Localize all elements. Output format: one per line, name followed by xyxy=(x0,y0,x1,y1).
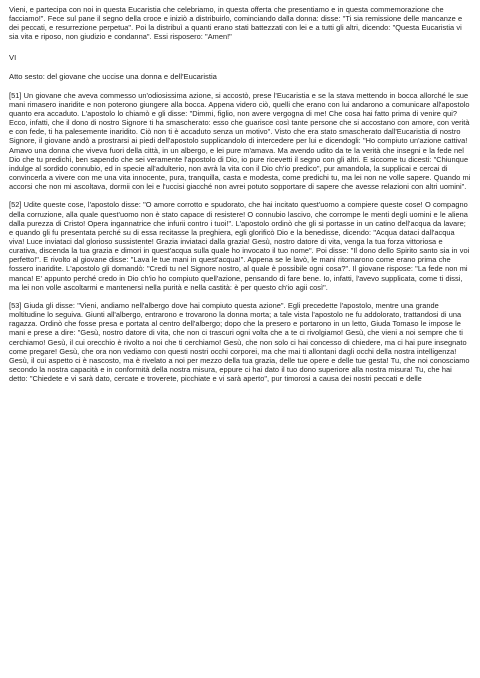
spacer xyxy=(9,42,472,53)
act-title: Atto sesto: del giovane che uccise una donna e dell'Eucaristia xyxy=(9,71,217,81)
act-number: VI xyxy=(9,52,17,62)
intro-paragraph: Vieni, e partecipa con noi in questa Eucaristia che celebriamo, in questa offerta che presentiamo e in questa commemorazione che facciamo!". Fece sul pane il segno della croce e iniziò a distribuirlo, cominciando dalla donna: disse: "Ti sia remissione delle mancanze e dei peccati, e resurrezione perpetua". Poi la distribuì a quanti erano stati battezzati con lei e a tutti gli altri, dicendo: "Questa Eucaristia vi sia vita e riposo, non giudizio e condanna". Essi risposero: "Amen!" xyxy=(9,5,463,42)
spacer xyxy=(9,63,472,72)
spacer xyxy=(9,292,472,301)
section-53-paragraph: [53] Giuda gli disse: "Vieni, andiamo nell'albergo dove hai compiuto questa azione". Egli precedette l'apostolo, mentre una grande moltitudine lo seguiva. Giunti all'albergo, entrarono e trovarono la donna morta; a tale vista l'apostolo ne fu addolorato, trattandosi di una ragazza. Ordinò che fosse presa e portata al centro dell'albergo; dopo che la presero e portarono in un letto, Giuda Tomaso le impose le mani e prese a dire: "Gesù, nostro datore di vita, che non ci trascuri ogni volta che a te ci rivolgiamo! Gesù, che vieni a noi sempre che ti cerchiamo! Gesù, il cui orecchio è rivolto a noi che ti cerchiamo! Gesù, che non solo ci hai concesso di chiedere, ma ci hai pure insegnato come pregare! Gesù, che ora non vediamo con questi nostri occhi corporei, ma che mai ti allontani dagli occhi della nostra intelligenza! Gesù, il cui aspetto ci è nascosto, ma è rivelato a noi per mezzo della tua grazia, delle tue opere e delle tue gesta! Tu, che noi conosciamo secondo la nostra capacità e in conformità della nostra misura, eppure ci hai dato il tuo dono superiore alla nostra misura! Tu, che hai detto: "Chiedete e vi sarà dato, cercate e troverete, picchiate e vi sarà aperto", pur timorosi a causa dei nostri peccati e delle xyxy=(9,300,470,384)
section-52-paragraph: [52] Udite queste cose, l'apostolo disse: "O amore corrotto e spudorato, che hai incitato quest'uomo a compiere queste cose! O compagno della corruzione, alla quale quest'uomo non è stato capace di resistere! O connubio lascivo, che corrompe le menti degli uomini e le aliena dalla purezza di Cristo! Opera ingannatrice che infurii contro i tuoi!". L'apostolo ordinò che gli si portasse in un catino dell'acqua da lavare; e quando gli fu presentata perché su di essa recitasse la preghiera, egli glorificò Dio e la benedisse, dicendo: "Acqua dataci dall'acqua viva! Luce inviataci dal glorioso sussistente! Grazia inviataci dalla grazia! Gesù, nostro datore di vita, venga la tua forza vittoriosa e curativa, discenda la tua grazia e dimori in quest'acqua sulla quale ho invocato il tuo nome". Poi disse: "Il dono dello Spirito santo sia in voi perfetto!". E rivolto al giovane disse: "Lava le tue mani in quest'acqua!". Appena se le lavò, le mani ritornarono come erano prima che fossero inaridite. L'apostolo gli domandò: "Credi tu nel Signore nostro, al quale è possibile ogni cosa?". Il giovane rispose: "La fede non mi manca! E' appunto perché credo in Dio ch'io ho compiuto quell'azione, pensando di fare bene. Io, infatti, l'avevo supplicata, come ti dissi, ma lei non volle ascoltarmi e mantenersi nella purità e nella castità: è per questo ch'io agii così". xyxy=(9,200,470,292)
spacer xyxy=(9,191,472,200)
section-51-paragraph: [51] Un giovane che aveva commesso un'odiosissima azione, si accostò, prese l'Eucaristia e se la stava mettendo in bocca allorché le sue mani rimasero inaridite e non poterono giungere alla bocca. Appena videro ciò, quelli che erano con lui andarono a comunicare all'apostolo quanto era accaduto. L'apostolo lo chiamò e gli disse: "Dimmi, figlio, non avere vergogna di me! Che cosa hai fatto prima di venire qui? Ecco, infatti, che il dono di nostro Signore ti ha smascherato: esso che guarisce così tante persone che si accostano con amore, con verità e con fede, ti ha palesemente inaridito. Ciò non ti è accaduto senza un motivo". Visto che era stato smascherato dall'Eucaristia di nostro Signore, il giovane andò a prostrarsi ai piedi dell'apostolo supplicandolo di intercedere per lui e dicendogli: "Ho compiuto un'azione cattiva! Amavo una donna che viveva fuori della città, in un albergo, e lei pure m'amava. Ma avendo udito da te la verità che insegni e la fede nel Dio che tu predichi, ben sapendo che sei veramente l'apostolo di Dio, io pure ricevetti il segno con gli altri. E siccome tu dicesti: "Chiunque indulge al sordido connubio, ed in specie all'adulterio, non avrà la vita con il Dio ch'io predico", pur amandola, la supplicai e cercai di convincerla a vivere con me una vita innocente, pura, tranquilla, casta e modesta, come predichi tu, ma lei non ne volle sapere. Quando mi accorsi che non mi ascoltava, dormii con lei e l'uccisi giacché non avrei potuto sopportare di sapere che avesse relazioni con altri uomini". xyxy=(9,90,471,192)
spacer xyxy=(9,82,472,91)
